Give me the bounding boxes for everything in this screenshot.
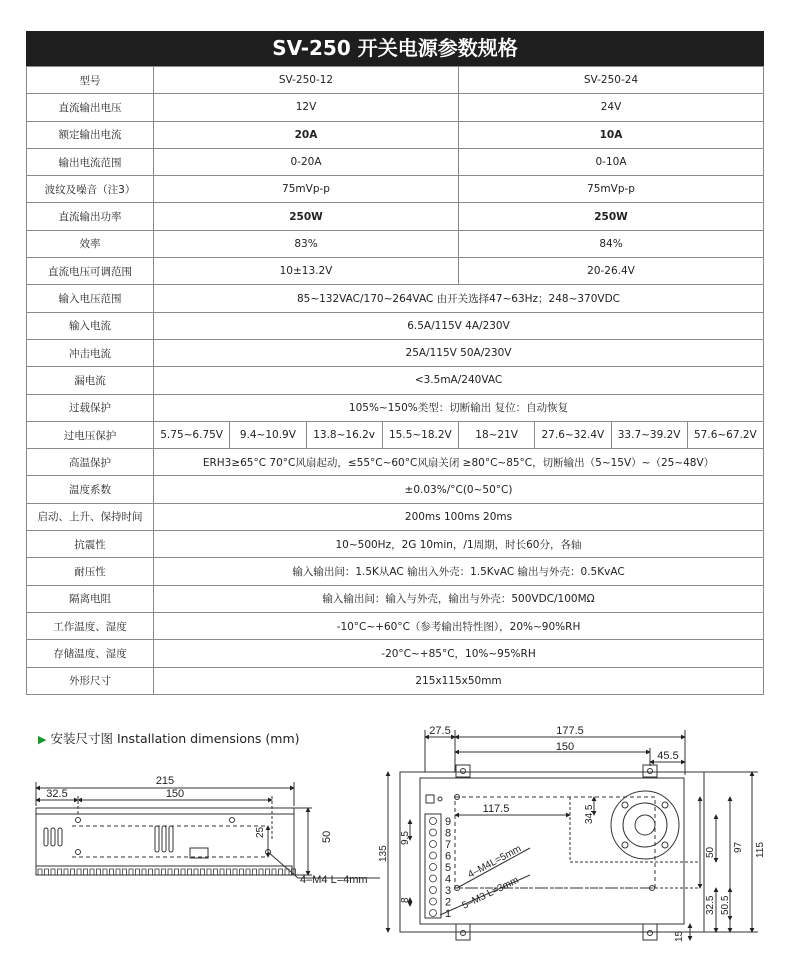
row-label: 额定输出电流: [27, 121, 154, 148]
dim-27-5: 27.5: [429, 725, 451, 737]
terminal-screw: [430, 829, 437, 836]
ovp-value-cell: 33.7~39.2V: [611, 421, 687, 448]
value-b-cell: 24V: [459, 94, 764, 121]
fin: [168, 869, 172, 875]
value-a-cell: 12V: [154, 94, 459, 121]
ovp-value-cell: 13.8~16.2v: [306, 421, 382, 448]
value-cell: 25A/115V 50A/230V: [154, 339, 764, 366]
row-label: 耐压性: [27, 558, 154, 585]
fin: [201, 869, 205, 875]
terminal-number: 6: [445, 850, 452, 863]
fin: [279, 869, 283, 875]
fin: [90, 869, 94, 875]
terminal-number: 7: [445, 839, 452, 851]
model-a-cell: SV-250-12: [154, 67, 459, 94]
terminal-number: 4: [445, 873, 452, 886]
fin: [110, 869, 114, 875]
value-cell: -20°C~+85°C，10%~95%RH: [154, 640, 764, 667]
row-label: 直流输出功率: [27, 203, 154, 230]
terminal-block: [430, 816, 452, 920]
top-view-drawing: [388, 730, 758, 940]
fin: [220, 869, 224, 875]
model-b-cell: SV-250-24: [459, 67, 764, 94]
row-label: 冲击电流: [27, 339, 154, 366]
fin: [51, 869, 55, 875]
dim-150-top: 150: [555, 741, 575, 753]
ovp-value-cell: 57.6~67.2V: [687, 421, 763, 448]
fin: [175, 869, 179, 875]
row-label: 高温保护: [27, 449, 154, 476]
value-b-cell: 250W: [459, 203, 764, 230]
value-cell: <3.5mA/240VAC: [154, 367, 764, 394]
row-label: 抗震性: [27, 531, 154, 558]
fin: [233, 869, 237, 875]
row-label: 直流输出电压: [27, 94, 154, 121]
value-cell: 200ms 100ms 20ms: [154, 503, 764, 530]
row-label: 存储温度、湿度: [27, 640, 154, 667]
terminal-screw: [430, 864, 437, 871]
fin: [214, 869, 218, 875]
terminal-number: 8: [445, 827, 452, 840]
terminal-screw: [430, 875, 437, 882]
fin: [162, 869, 166, 875]
value-cell: 85~132VAC/170~264VAC 由开关选择47~63Hz；248~370VDC: [154, 285, 764, 312]
dim-50-right: 50: [705, 846, 716, 858]
install-title-text: 安装尺寸图 Installation dimensions (mm): [50, 731, 300, 746]
terminal-screw: [430, 910, 437, 917]
fin: [77, 869, 81, 875]
row-label: 隔离电阻: [27, 585, 154, 612]
ovp-value-cell: 18~21V: [459, 421, 535, 448]
terminal-screw: [430, 841, 437, 848]
spec-title: SV-250 开关电源参数规格: [26, 31, 764, 66]
terminal-screw: [430, 818, 437, 825]
value-cell: 6.5A/115V 4A/230V: [154, 312, 764, 339]
row-label: 型号: [27, 67, 154, 94]
fin: [136, 869, 140, 875]
dim-115: 115: [755, 842, 766, 858]
dim-32-5-right: 32.5: [705, 895, 716, 915]
fin: [97, 869, 101, 875]
value-b-cell: 20-26.4V: [459, 258, 764, 285]
ovp-value-cell: 15.5~18.2V: [382, 421, 458, 448]
ovp-value-cell: 9.4~10.9V: [230, 421, 306, 448]
ovp-value-cell: 27.6~32.4V: [535, 421, 611, 448]
dim-150: 150: [165, 788, 185, 800]
dim-25: 25: [255, 826, 266, 838]
fin: [71, 869, 75, 875]
row-label: 输入电压范围: [27, 285, 154, 312]
fin: [123, 869, 127, 875]
fin: [272, 869, 276, 875]
fin: [207, 869, 211, 875]
fin: [266, 869, 270, 875]
dim-15: 15: [674, 930, 685, 942]
dim-50-left: 50: [321, 830, 333, 843]
terminal-number: 3: [445, 885, 452, 897]
screw-note-m4: 4–M4L=5mm: [466, 843, 524, 881]
fin: [149, 869, 153, 875]
fin: [58, 869, 62, 875]
row-label: 工作温度、湿度: [27, 612, 154, 639]
row-label: 漏电流: [27, 367, 154, 394]
side-view-drawing: [36, 782, 380, 878]
fin: [45, 869, 49, 875]
terminal-screw: [430, 852, 437, 859]
screw-note-left: 4–M4 L=4mm: [300, 874, 368, 886]
fin: [181, 869, 185, 875]
dim-177-5: 177.5: [556, 725, 584, 737]
row-label: 过电压保护: [27, 421, 154, 448]
value-a-cell: 250W: [154, 203, 459, 230]
fin: [194, 869, 198, 875]
value-cell: 105%~150%类型：切断输出 复位：自动恢复: [154, 394, 764, 421]
row-label: 波纹及噪音（注3）: [27, 176, 154, 203]
ovp-value-cell: 5.75~6.75V: [154, 421, 230, 448]
row-label: 启动、上升、保持时间: [27, 503, 154, 530]
value-cell: 输入输出间：输入与外壳，输出与外壳：500VDC/100MΩ: [154, 585, 764, 612]
dim-215: 215: [155, 775, 175, 787]
fin: [129, 869, 133, 875]
value-cell: 10~500Hz，2G 10min，/1周期，时长60分，各轴: [154, 531, 764, 558]
heat-fins: [38, 869, 296, 875]
row-label: 输出电流范围: [27, 148, 154, 175]
fin: [227, 869, 231, 875]
fin: [116, 869, 120, 875]
dim-8: 8: [400, 897, 411, 903]
value-b-cell: 84%: [459, 230, 764, 257]
terminal-number: 5: [445, 862, 452, 874]
dim-117-5: 117.5: [482, 803, 510, 815]
value-a-cell: 0-20A: [154, 148, 459, 175]
value-a-cell: 20A: [154, 121, 459, 148]
dim-97: 97: [733, 841, 744, 853]
value-cell: ±0.03%/°C(0~50°C): [154, 476, 764, 503]
value-a-cell: 83%: [154, 230, 459, 257]
terminal-screw: [430, 887, 437, 894]
fin: [64, 869, 68, 875]
value-b-cell: 0-10A: [459, 148, 764, 175]
value-cell: -10°C~+60°C（参考输出特性图），20%~90%RH: [154, 612, 764, 639]
dim-34-5: 34.5: [584, 804, 595, 824]
fin: [38, 869, 42, 875]
value-a-cell: 75mVp-p: [154, 176, 459, 203]
row-label: 外形尺寸: [27, 667, 154, 694]
value-cell: 215x115x50mm: [154, 667, 764, 694]
fin: [155, 869, 159, 875]
fin: [253, 869, 257, 875]
fin: [142, 869, 146, 875]
terminal-number: 9: [445, 816, 452, 828]
row-label: 直流电压可调范围: [27, 258, 154, 285]
dim-32-5: 32.5: [46, 788, 68, 800]
row-label: 温度系数: [27, 476, 154, 503]
fin: [103, 869, 107, 875]
fin: [84, 869, 88, 875]
dim-135: 135: [378, 845, 389, 862]
terminal-number: 1: [445, 908, 452, 920]
screw-note-m3: 5–M3 L=3mm: [460, 874, 521, 912]
value-b-cell: 75mVp-p: [459, 176, 764, 203]
terminal-number: 2: [445, 896, 452, 909]
dim-45-5: 45.5: [657, 750, 679, 762]
fin: [259, 869, 263, 875]
value-cell: ERH3≥65°C 70°C风扇起动，≤55°C~60°C风扇关闭 ≥80°C~85°C，切断输出（5~15V）~（25~48V）: [154, 449, 764, 476]
fin: [188, 869, 192, 875]
row-label: 输入电流: [27, 312, 154, 339]
dim-50-5: 50.5: [720, 895, 731, 915]
value-a-cell: 10±13.2V: [154, 258, 459, 285]
dim-9-5: 9.5: [400, 831, 411, 845]
value-b-cell: 10A: [459, 121, 764, 148]
fin: [240, 869, 244, 875]
value-cell: 输入输出间：1.5K从AC 输出入外壳：1.5KvAC 输出与外壳：0.5KvAC: [154, 558, 764, 585]
row-label: 效率: [27, 230, 154, 257]
triangle-bullet-icon: ▶: [38, 733, 47, 746]
row-label: 过载保护: [27, 394, 154, 421]
terminal-screw: [430, 898, 437, 905]
fin: [246, 869, 250, 875]
